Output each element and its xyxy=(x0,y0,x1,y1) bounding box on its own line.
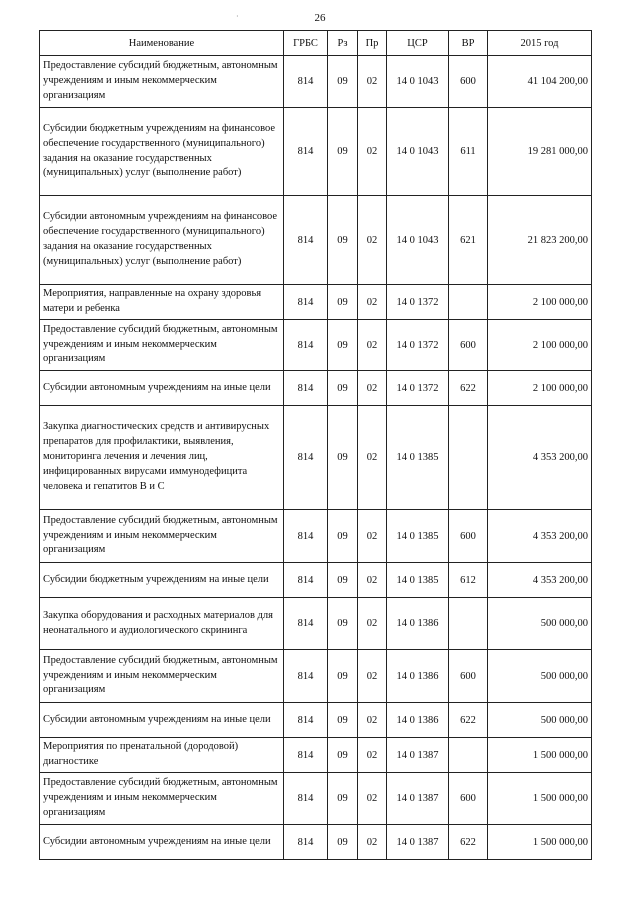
row-pr: 02 xyxy=(358,598,387,650)
row-pr: 02 xyxy=(358,738,387,773)
header-rz: Рз xyxy=(328,31,358,56)
row-pr: 02 xyxy=(358,320,387,371)
table-row xyxy=(40,738,592,773)
row-name: Субсидии бюджетным учреждениям на финансовое обеспечение государственного (муниципального) задания на оказание государственных (муниципальных) услуг (выполнение работ) xyxy=(40,108,284,196)
table-row xyxy=(40,320,592,371)
row-rz: 09 xyxy=(328,563,358,598)
row-csr: 14 0 1387 xyxy=(387,738,449,773)
row-rz: 09 xyxy=(328,56,358,108)
row-name: Субсидии автономным учреждениям на финансовое обеспечение государственного (муниципального) задания на оказание государственных (муниципальных) услуг (выполнение работ) xyxy=(40,196,284,285)
row-rz: 09 xyxy=(328,285,358,320)
row-name: Субсидии бюджетным учреждениям на иные цели xyxy=(40,563,284,598)
row-rz: 09 xyxy=(328,738,358,773)
row-amount: 41 104 200,00 xyxy=(488,56,592,108)
row-rz: 09 xyxy=(328,108,358,196)
row-vr: 612 xyxy=(449,563,488,598)
table-row xyxy=(40,825,592,860)
table-row xyxy=(40,196,592,285)
table-row xyxy=(40,406,592,510)
row-csr: 14 0 1372 xyxy=(387,371,449,406)
table-row xyxy=(40,598,592,650)
row-amount: 19 281 000,00 xyxy=(488,108,592,196)
page-number: 26 xyxy=(314,12,326,24)
row-vr: 621 xyxy=(449,196,488,285)
budget-table xyxy=(39,30,592,860)
table-row xyxy=(40,371,592,406)
header-csr: ЦСР xyxy=(387,31,449,56)
row-grbs: 814 xyxy=(284,56,328,108)
row-vr: 600 xyxy=(449,773,488,825)
row-grbs: 814 xyxy=(284,371,328,406)
row-name: Предоставление субсидий бюджетным, автономным учреждениям и иным некоммерческим организациям xyxy=(40,773,284,825)
row-amount: 1 500 000,00 xyxy=(488,773,592,825)
row-name: Предоставление субсидий бюджетным, автономным учреждениям и иным некоммерческим организациям xyxy=(40,56,284,108)
row-grbs: 814 xyxy=(284,738,328,773)
row-csr: 14 0 1386 xyxy=(387,598,449,650)
table-row xyxy=(40,773,592,825)
header-amount: 2015 год xyxy=(488,31,592,56)
row-name: Мероприятия по пренатальной (дородовой) диагностике xyxy=(40,738,284,773)
row-csr: 14 0 1385 xyxy=(387,406,449,510)
header-row xyxy=(40,31,592,56)
row-pr: 02 xyxy=(358,510,387,563)
row-grbs: 814 xyxy=(284,406,328,510)
scan-speck: · xyxy=(236,12,239,21)
row-amount: 1 500 000,00 xyxy=(488,738,592,773)
row-name: Субсидии автономным учреждениям на иные цели xyxy=(40,703,284,738)
row-vr xyxy=(449,406,488,510)
row-amount: 2 100 000,00 xyxy=(488,320,592,371)
row-pr: 02 xyxy=(358,371,387,406)
row-amount: 500 000,00 xyxy=(488,598,592,650)
row-amount: 1 500 000,00 xyxy=(488,825,592,860)
row-amount: 4 353 200,00 xyxy=(488,406,592,510)
table-row xyxy=(40,285,592,320)
row-csr: 14 0 1387 xyxy=(387,825,449,860)
row-pr: 02 xyxy=(358,196,387,285)
row-pr: 02 xyxy=(358,56,387,108)
row-pr: 02 xyxy=(358,650,387,703)
row-grbs: 814 xyxy=(284,196,328,285)
row-pr: 02 xyxy=(358,108,387,196)
row-name: Закупка диагностических средств и антивирусных препаратов для профилактики, выявления, мониторинга лечения и лечения лиц, инфицированных вирусами иммунодефицита человека и гепатитов В и С xyxy=(40,406,284,510)
row-pr: 02 xyxy=(358,563,387,598)
row-grbs: 814 xyxy=(284,598,328,650)
row-amount: 4 353 200,00 xyxy=(488,563,592,598)
row-grbs: 814 xyxy=(284,285,328,320)
row-pr: 02 xyxy=(358,285,387,320)
row-vr: 622 xyxy=(449,825,488,860)
table-row xyxy=(40,510,592,563)
row-name: Мероприятия, направленные на охрану здоровья матери и ребенка xyxy=(40,285,284,320)
row-vr: 600 xyxy=(449,510,488,563)
row-vr: 622 xyxy=(449,703,488,738)
row-grbs: 814 xyxy=(284,320,328,371)
header-name: Наименование xyxy=(40,31,284,56)
row-grbs: 814 xyxy=(284,825,328,860)
row-csr: 14 0 1387 xyxy=(387,773,449,825)
row-grbs: 814 xyxy=(284,773,328,825)
row-amount: 4 353 200,00 xyxy=(488,510,592,563)
row-grbs: 814 xyxy=(284,510,328,563)
row-csr: 14 0 1385 xyxy=(387,510,449,563)
row-name: Закупка оборудования и расходных материалов для неонатального и аудиологического скрининга xyxy=(40,598,284,650)
row-pr: 02 xyxy=(358,406,387,510)
row-pr: 02 xyxy=(358,825,387,860)
row-name: Субсидии автономным учреждениям на иные цели xyxy=(40,371,284,406)
row-vr xyxy=(449,285,488,320)
row-vr: 600 xyxy=(449,56,488,108)
row-vr: 622 xyxy=(449,371,488,406)
row-grbs: 814 xyxy=(284,563,328,598)
row-rz: 09 xyxy=(328,703,358,738)
row-amount: 500 000,00 xyxy=(488,703,592,738)
row-amount: 2 100 000,00 xyxy=(488,371,592,406)
row-csr: 14 0 1372 xyxy=(387,285,449,320)
row-csr: 14 0 1372 xyxy=(387,320,449,371)
row-grbs: 814 xyxy=(284,703,328,738)
row-csr: 14 0 1043 xyxy=(387,108,449,196)
table-row xyxy=(40,650,592,703)
table-row xyxy=(40,56,592,108)
row-csr: 14 0 1043 xyxy=(387,56,449,108)
row-csr: 14 0 1386 xyxy=(387,703,449,738)
row-rz: 09 xyxy=(328,371,358,406)
table-row xyxy=(40,563,592,598)
row-pr: 02 xyxy=(358,703,387,738)
row-vr: 611 xyxy=(449,108,488,196)
row-vr: 600 xyxy=(449,320,488,371)
row-rz: 09 xyxy=(328,196,358,285)
header-pr: Пр xyxy=(358,31,387,56)
row-pr: 02 xyxy=(358,773,387,825)
row-amount: 2 100 000,00 xyxy=(488,285,592,320)
table-row xyxy=(40,703,592,738)
row-name: Субсидии автономным учреждениям на иные цели xyxy=(40,825,284,860)
row-rz: 09 xyxy=(328,773,358,825)
header-vr: ВР xyxy=(449,31,488,56)
row-amount: 500 000,00 xyxy=(488,650,592,703)
row-vr xyxy=(449,598,488,650)
row-name: Предоставление субсидий бюджетным, автономным учреждениям и иным некоммерческим организациям xyxy=(40,650,284,703)
row-rz: 09 xyxy=(328,598,358,650)
row-grbs: 814 xyxy=(284,650,328,703)
row-vr xyxy=(449,738,488,773)
row-grbs: 814 xyxy=(284,108,328,196)
row-name: Предоставление субсидий бюджетным, автономным учреждениям и иным некоммерческим организациям xyxy=(40,320,284,371)
row-csr: 14 0 1043 xyxy=(387,196,449,285)
row-rz: 09 xyxy=(328,320,358,371)
row-csr: 14 0 1385 xyxy=(387,563,449,598)
row-amount: 21 823 200,00 xyxy=(488,196,592,285)
table-row xyxy=(40,108,592,196)
row-rz: 09 xyxy=(328,825,358,860)
row-name: Предоставление субсидий бюджетным, автономным учреждениям и иным некоммерческим организациям xyxy=(40,510,284,563)
row-csr: 14 0 1386 xyxy=(387,650,449,703)
row-rz: 09 xyxy=(328,510,358,563)
row-rz: 09 xyxy=(328,406,358,510)
row-rz: 09 xyxy=(328,650,358,703)
row-vr: 600 xyxy=(449,650,488,703)
header-grbs: ГРБС xyxy=(284,31,328,56)
